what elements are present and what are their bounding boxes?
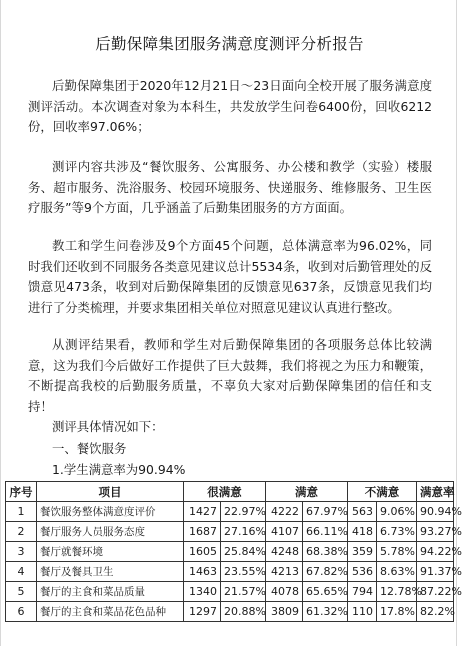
cell-satisfied-pct: 66.11% [303, 522, 348, 542]
subsection-heading: 1.学生满意率为90.94% [52, 462, 186, 477]
cell-very-satisfied-count: 1297 [184, 602, 221, 622]
header-unsatisfied: 不满意 [348, 482, 417, 502]
cell-satisfied-pct: 68.38% [303, 542, 348, 562]
cell-satisfaction-rate: 82.2% [417, 602, 454, 622]
cell-unsatisfied-pct: 5.78% [377, 542, 417, 562]
cell-unsatisfied-count: 110 [348, 602, 377, 622]
cell-satisfied-count: 4222 [266, 502, 303, 522]
cell-item: 餐厅服务人员服务态度 [37, 522, 184, 542]
header-very-satisfied: 很满意 [184, 482, 266, 502]
paragraph-survey-results: 教工和学生问卷涉及9个方面45个问题，总体满意率为96.02%，同时我们还收到不同服务各类意见建议总计5534条，收到对后勤管理处的反馈意见473条，收到对后勤保障集团的反馈意见637条，反馈意见我们均进行了分类梳理，并要求集团相关单位对照意见建议认真进行整改。 [28, 238, 432, 315]
cell-very-satisfied-pct: 21.57% [221, 582, 266, 602]
paragraph-survey-scope: 测评内容共涉及“餐饮服务、公寓服务、办公楼和教学（实验）楼服务、超市服务、洗浴服务、校园环境服务、快递服务、维修服务、卫生医疗服务”等9个方面，几乎涵盖了后勤集团服务的方方面面。 [28, 159, 432, 215]
cell-satisfied-pct: 61.32% [303, 602, 348, 622]
cell-satisfied-pct: 67.82% [303, 562, 348, 582]
cell-satisfaction-rate: 93.27% [417, 522, 454, 542]
paragraph-conclusion: 从测评结果看，教师和学生对后勤保障集团的各项服务总体比较满意，这为我们今后做好工作提供了巨大鼓舞，我们将视之为压力和鞭策，不断提高我校的后勤服务质量，不辜负大家对后勤保障集团的信任和支持！ [28, 337, 432, 414]
details-intro: 测评具体情况如下： [52, 419, 164, 434]
cell-unsatisfied-pct: 9.06% [377, 502, 417, 522]
cell-unsatisfied-count: 536 [348, 562, 377, 582]
cell-very-satisfied-pct: 23.55% [221, 562, 266, 582]
cell-satisfied-count: 4078 [266, 582, 303, 602]
cell-very-satisfied-pct: 27.16% [221, 522, 266, 542]
cell-item: 餐厅的主食和菜品质量 [37, 582, 184, 602]
cell-satisfied-count: 4248 [266, 542, 303, 562]
cell-index: 3 [6, 542, 37, 562]
cell-satisfaction-rate: 94.22% [417, 542, 454, 562]
cell-very-satisfied-count: 1340 [184, 582, 221, 602]
cell-very-satisfied-pct: 25.84% [221, 542, 266, 562]
cell-index: 1 [6, 502, 37, 522]
cell-item: 餐厅的主食和菜品花色品种 [37, 602, 184, 622]
table-row [6, 522, 454, 542]
cell-very-satisfied-pct: 22.97% [221, 502, 266, 522]
cell-unsatisfied-count: 359 [348, 542, 377, 562]
header-index: 序号 [6, 482, 37, 502]
cell-item: 餐厅就餐环境 [37, 542, 184, 562]
cell-very-satisfied-count: 1427 [184, 502, 221, 522]
header-satisfaction-rate: 满意率 [417, 482, 454, 502]
cell-very-satisfied-count: 1463 [184, 562, 221, 582]
cell-unsatisfied-pct: 6.73% [377, 522, 417, 542]
header-satisfied: 满意 [266, 482, 348, 502]
cell-index: 4 [6, 562, 37, 582]
cell-very-satisfied-pct: 20.88% [221, 602, 266, 622]
cell-satisfied-pct: 67.97% [303, 502, 348, 522]
cell-unsatisfied-pct: 12.78% [377, 582, 417, 602]
document-title: 后勤保障集团服务满意度测评分析报告 [95, 35, 364, 53]
cell-unsatisfied-count: 563 [348, 502, 377, 522]
cell-satisfied-count: 3809 [266, 602, 303, 622]
cell-index: 5 [6, 582, 37, 602]
table-row [6, 562, 454, 582]
satisfaction-table [5, 481, 462, 622]
cell-unsatisfied-pct: 17.8% [377, 602, 417, 622]
cell-satisfaction-rate: 91.37% [417, 562, 454, 582]
cell-satisfied-count: 4213 [266, 562, 303, 582]
cell-unsatisfied-pct: 8.63% [377, 562, 417, 582]
table-row [6, 502, 454, 522]
cell-index: 2 [6, 522, 37, 542]
cell-index: 6 [6, 602, 37, 622]
table-row [6, 602, 454, 622]
cell-satisfaction-rate: 90.94% [417, 502, 454, 522]
cell-item: 餐饮服务整体满意度评价 [37, 502, 184, 522]
cell-very-satisfied-count: 1687 [184, 522, 221, 542]
paragraph-survey-overview: 后勤保障集团于2020年12月21日～23日面向全校开展了服务满意度测评活动。本次调查对象为本科生，共发放学生问卷6400份，回收6212份，回收率97.06%； [28, 78, 432, 134]
cell-unsatisfied-count: 418 [348, 522, 377, 542]
header-item: 项目 [37, 482, 184, 502]
cell-satisfaction-rate: 87.22% [417, 582, 454, 602]
cell-very-satisfied-count: 1605 [184, 542, 221, 562]
cell-satisfied-count: 4107 [266, 522, 303, 542]
table-row [6, 542, 454, 562]
cell-satisfied-pct: 65.65% [303, 582, 348, 602]
cell-unsatisfied-count: 794 [348, 582, 377, 602]
table-header-row [6, 482, 454, 502]
section-heading: 一、餐饮服务 [52, 441, 127, 456]
cell-item: 餐厅及餐具卫生 [37, 562, 184, 582]
table-row [6, 582, 454, 602]
